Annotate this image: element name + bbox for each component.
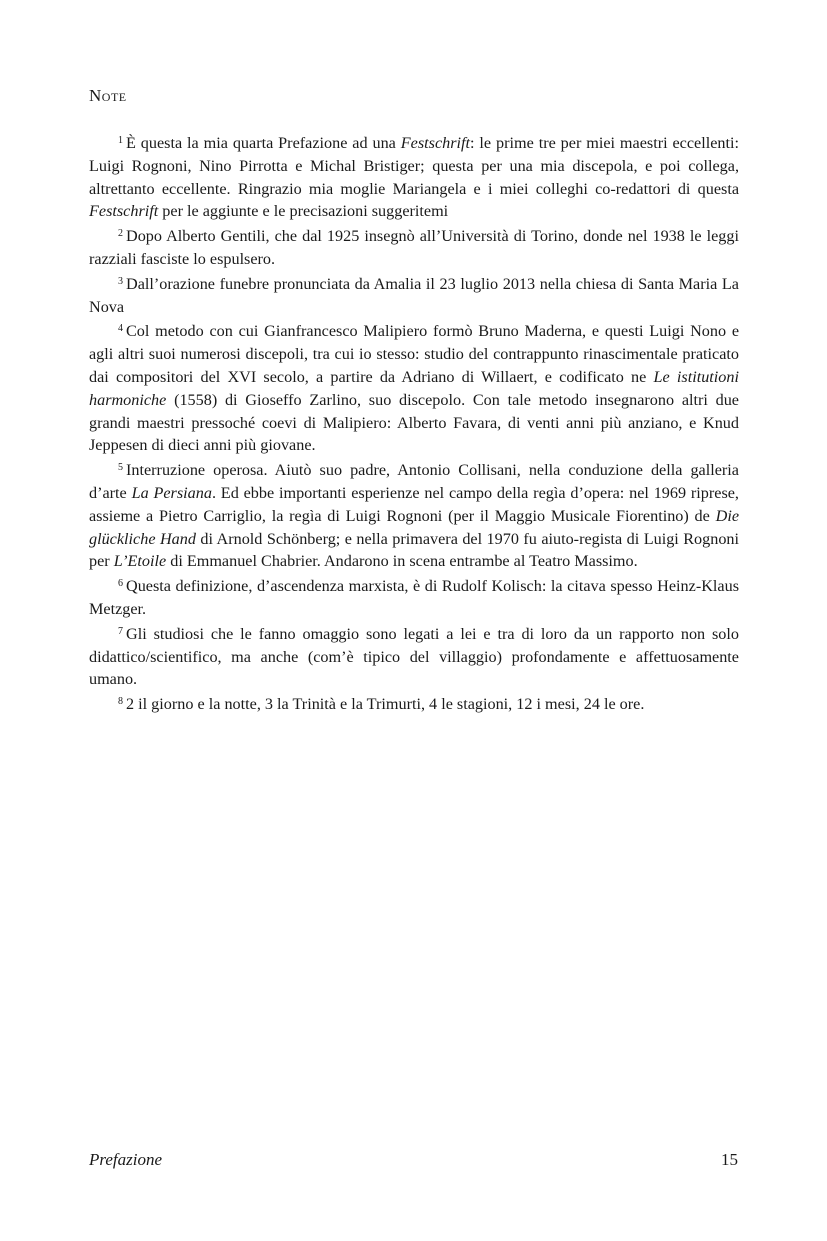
footnote-italic-text: Festschrift bbox=[89, 202, 159, 221]
footnote-text: per le aggiunte e le precisazioni suggeritemi bbox=[158, 202, 449, 221]
footnote-number: 7 bbox=[118, 625, 123, 637]
footnote-text: Interruzione operosa. Aiutò suo padre, Antonio Collisani, nella conduzione della galleria d’arte bbox=[89, 461, 739, 502]
footnote-text: Col metodo con cui Gianfrancesco Malipiero formò Bruno Maderna, e questi Luigi Nono e agli altri suoi numerosi discepoli, tra cui io stesso: studio del contrappunto rinascimentale praticato dai compositori del XVI secolo, a partire da Adriano di Willaert, e codificato ne bbox=[89, 322, 739, 386]
footnote-text: Questa definizione, d’ascendenza marxista, è di Rudolf Kolisch: la citava spesso Heinz-Klaus Metzger. bbox=[89, 577, 739, 618]
footnote-text: (1558) di Gioseffo Zarlino, suo discepolo. Con tale metodo insegnarono altri due grandi maestri pressoché coevi di Malipiero: Alberto Favara, di venti anni più anziano, e Knud Jeppesen di dieci anni più giovane. bbox=[89, 390, 739, 455]
footnote-6 bbox=[89, 573, 739, 621]
footnote-text: 2 il giorno e la notte, 3 la Trinità e la Trimurti, 4 le stagioni, 12 i mesi, 24 le ore. bbox=[126, 695, 645, 714]
footnote-text: di Arnold Schönberg; e nella primavera del 1970 fu aiuto-regista di Luigi Rognoni per bbox=[89, 529, 739, 571]
footnote-italic-text: Le istitutioni harmoniche bbox=[89, 367, 739, 409]
footnote-text: . Ed ebbe importanti esperienze nel campo della regìa d’opera: nel 1969 riprese, assieme a Pietro Carriglio, la regìa di Luigi Rognoni (per il Maggio Musicale Fiorentino) de bbox=[89, 483, 739, 525]
footnote-italic-text: L’Etoile bbox=[113, 552, 167, 571]
footnotes-list bbox=[89, 130, 739, 716]
footnote-text: Dopo Alberto Gentili, che dal 1925 insegnò all’Università di Torino, donde nel 1938 le leggi razziali fasciste lo espulsero. bbox=[89, 227, 739, 268]
footnote-5 bbox=[89, 457, 739, 573]
footnote-3 bbox=[89, 271, 739, 319]
footnote-italic-text: La Persiana bbox=[131, 483, 212, 502]
footnote-text: È questa la mia quarta Prefazione ad una bbox=[126, 134, 401, 152]
running-footer-title: Prefazione bbox=[89, 1150, 163, 1169]
footnote-number: 3 bbox=[118, 275, 123, 287]
footnote-1 bbox=[89, 130, 739, 223]
footnote-4 bbox=[89, 318, 739, 457]
footnote-number: 8 bbox=[118, 696, 123, 708]
footnote-7 bbox=[89, 621, 739, 691]
footnote-2 bbox=[89, 223, 739, 271]
notes-heading: Note bbox=[89, 86, 127, 105]
footnote-italic-text: Die glückliche Hand bbox=[89, 506, 739, 548]
footnote-text: Gli studiosi che le fanno omaggio sono legati a lei e tra di loro da un rapporto non solo didattico/scientifico, ma anche (com’è tipico del villaggio) profondamente e affettuosamente umano. bbox=[89, 624, 739, 689]
footnote-number: 6 bbox=[118, 578, 123, 590]
page-number: 15 bbox=[721, 1150, 738, 1169]
footnote-number: 4 bbox=[118, 323, 123, 335]
footnote-number: 1 bbox=[118, 135, 123, 146]
footnote-8 bbox=[89, 691, 739, 716]
footnote-number: 5 bbox=[118, 462, 123, 474]
footnote-italic-text: Festschrift bbox=[400, 134, 471, 152]
footnote-text: : le prime tre per miei maestri eccellenti: Luigi Rognoni, Nino Pirrotta e Michal Bristiger; questa per una mia discepola, e poi collega, altrettanto eccellente. Ringrazio mia moglie Mariangela e i miei colleghi co-redattori di questa bbox=[89, 134, 739, 198]
footnote-text: Dall’orazione funebre pronunciata da Amalia il 23 luglio 2013 nella chiesa di Santa Maria La Nova bbox=[89, 274, 739, 316]
footnote-number: 2 bbox=[118, 228, 123, 240]
footnote-text: di Emmanuel Chabrier. Andarono in scena entrambe al Teatro Massimo. bbox=[166, 552, 638, 571]
